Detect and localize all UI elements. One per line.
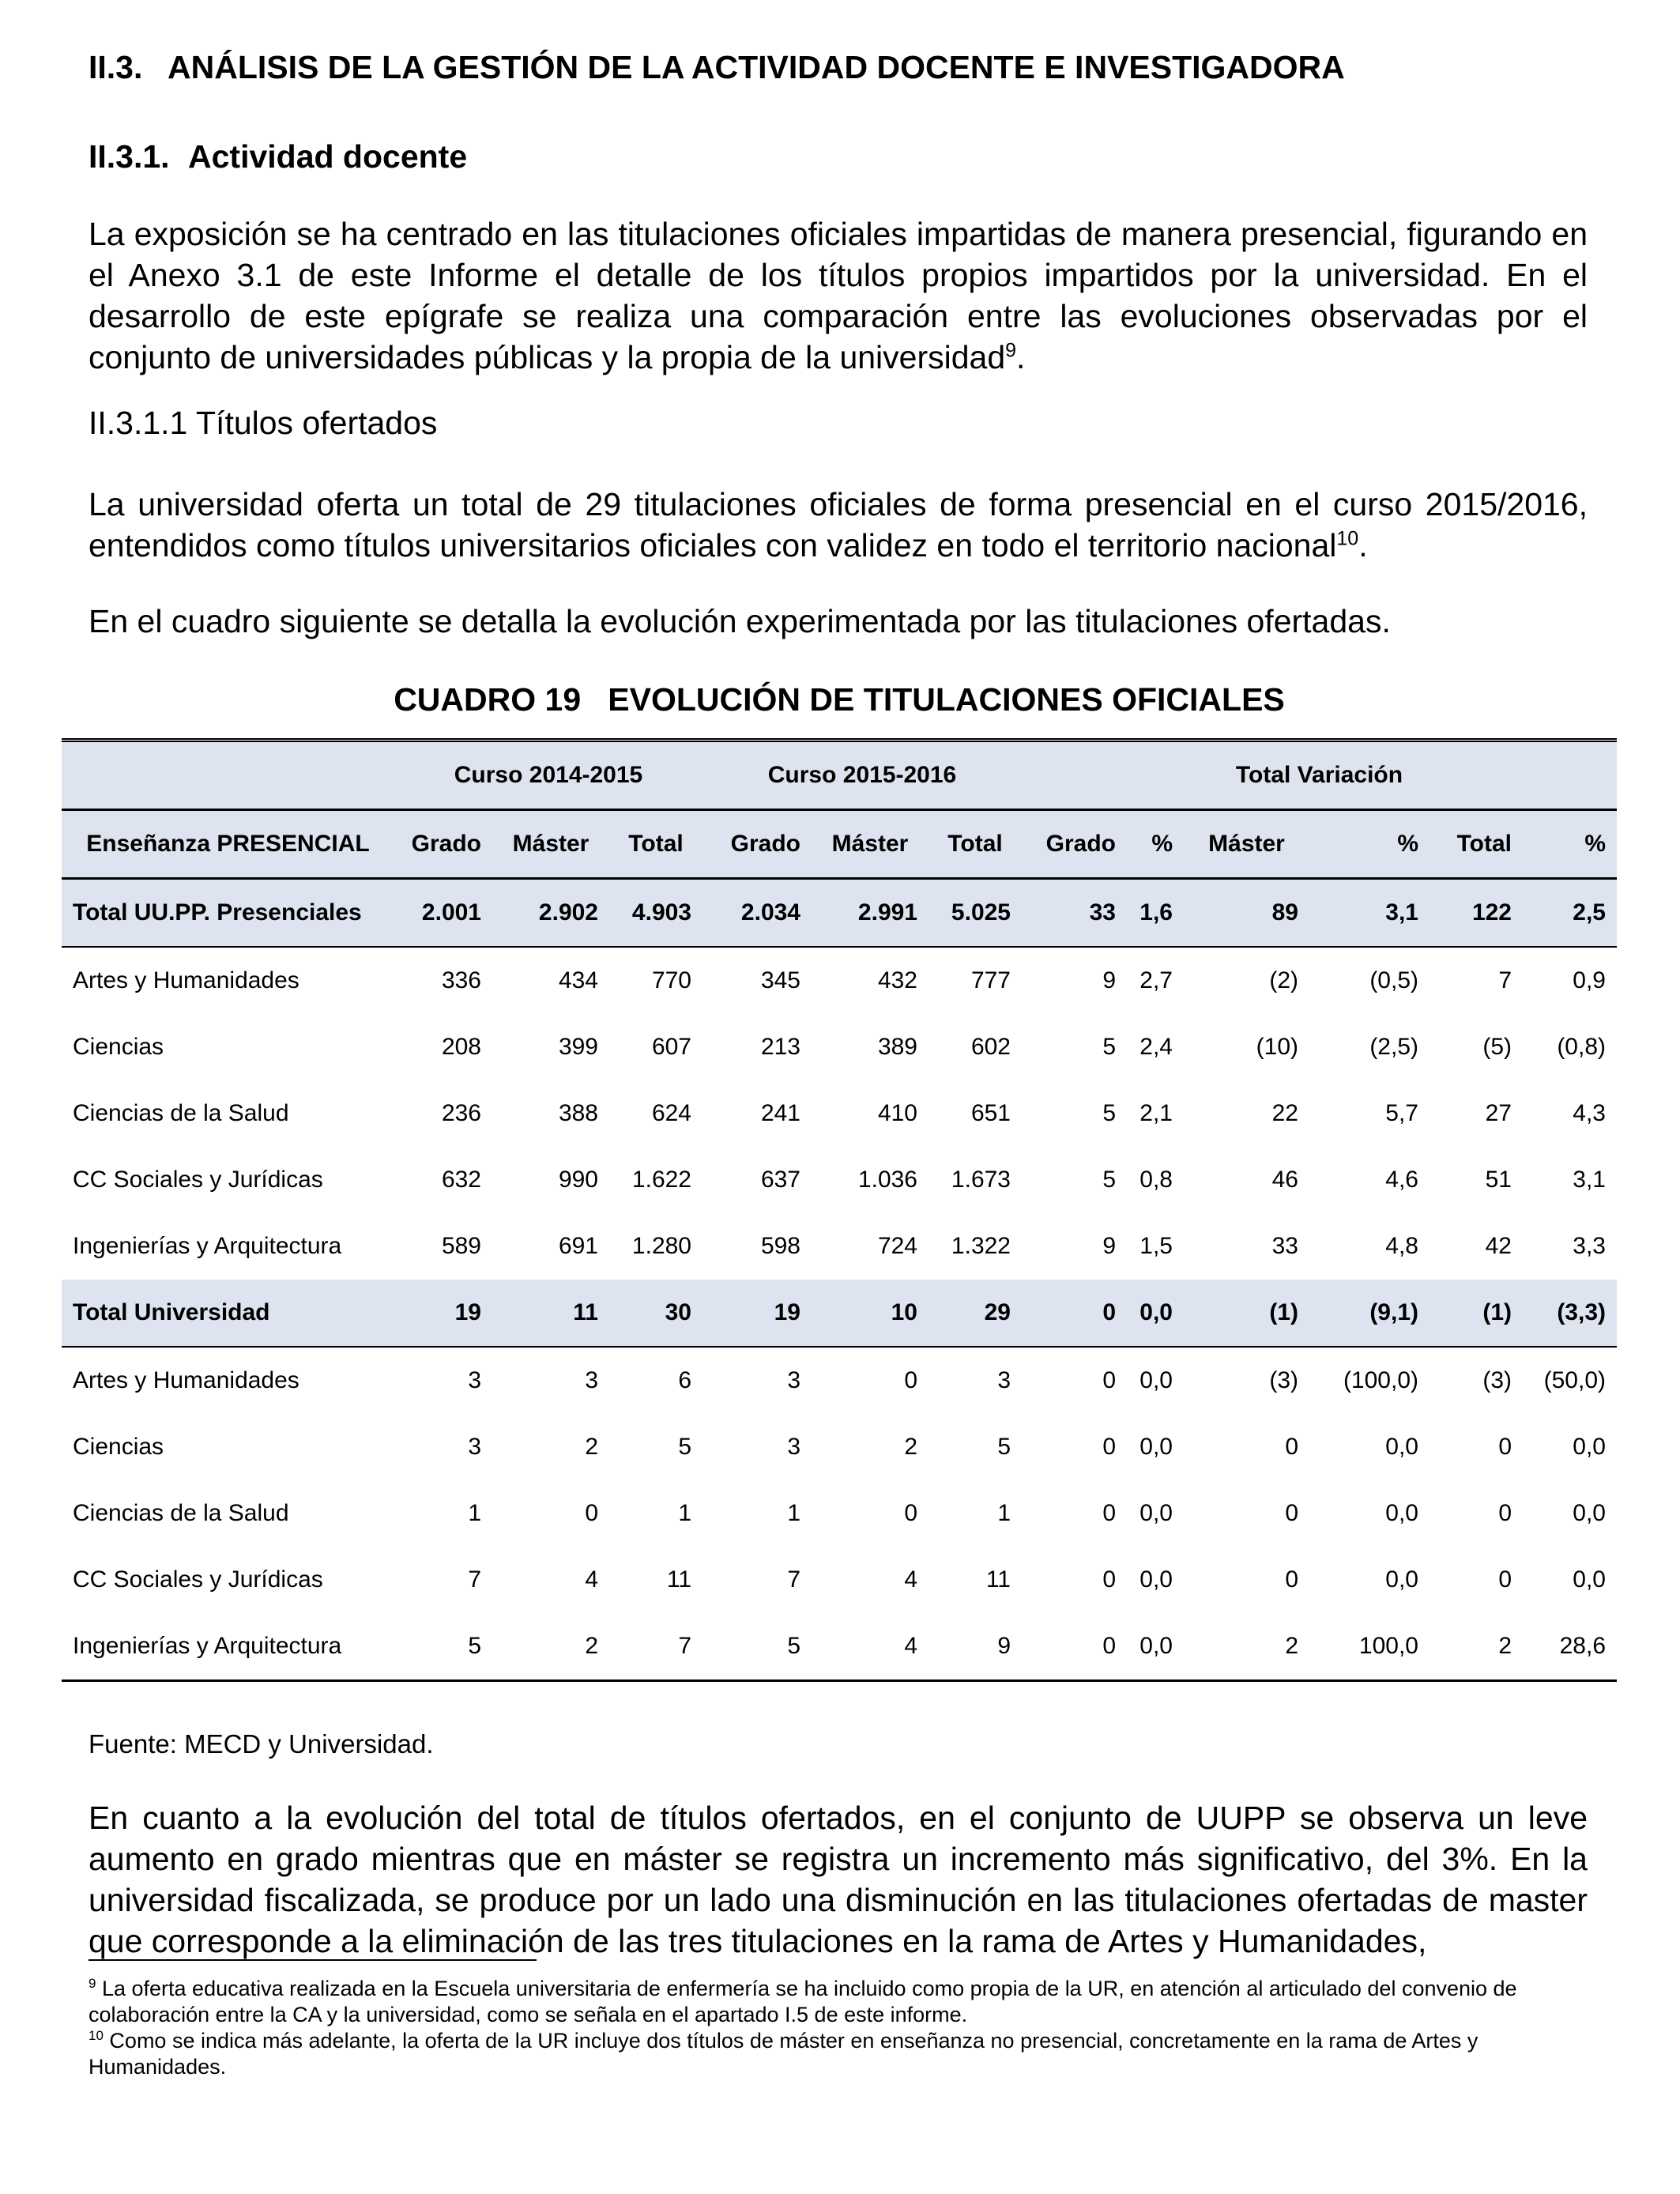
- table-cell: 589: [441, 1233, 481, 1259]
- table-cell: 241: [760, 1100, 800, 1126]
- table-cell: 3,1: [1309, 879, 1430, 948]
- row-label-cell: Ciencias: [73, 1434, 164, 1460]
- table-cell: 0,0: [1139, 1566, 1173, 1593]
- table-cell: 4,3: [1573, 1100, 1606, 1126]
- table-cell: 3: [468, 1434, 481, 1460]
- table-row: [62, 1547, 1617, 1613]
- offer-paragraph: La universidad oferta un total de 29 titulaciones oficiales de forma presencial en el curso 2015/2016, entendidos como títulos universitarios oficiales con validez en todo el territorio nacional$^{10}$.: [89, 486, 1588, 564]
- table-cell: 0,0: [1573, 1566, 1606, 1593]
- table-total-row: [62, 1280, 1617, 1347]
- table-cell: 388: [558, 1100, 598, 1126]
- group-header: Curso 2015-2016: [703, 741, 1022, 810]
- table-cell: 777: [970, 967, 1011, 993]
- table-cell: 5.025: [929, 879, 1022, 948]
- group-header: Total Variación: [1022, 741, 1617, 810]
- table-cell: 651: [970, 1100, 1011, 1126]
- row-label-cell: CC Sociales y Jurídicas: [73, 1167, 323, 1193]
- table-cell: 19: [703, 1280, 812, 1347]
- table-cell: 1.673: [951, 1167, 1011, 1193]
- row-label-cell: Ciencias de la Salud: [73, 1500, 289, 1526]
- section-title: ANÁLISIS DE LA GESTIÓN DE LA ACTIVIDAD DOCENTE E INVESTIGADORA: [168, 49, 1345, 85]
- table-cell: (1): [1430, 1280, 1523, 1347]
- table-cell: 2,5: [1523, 879, 1617, 948]
- table-cell: 0: [1102, 1500, 1116, 1526]
- table-cell: 89: [1184, 879, 1309, 948]
- section-number: II.3.: [89, 49, 143, 85]
- table-cell: 4: [812, 1613, 929, 1681]
- table-row: [62, 947, 1617, 1014]
- table-cell: 0,0: [1139, 1367, 1173, 1393]
- table-cell: 624: [651, 1100, 691, 1126]
- table-cell: 3,3: [1573, 1233, 1606, 1259]
- table-cell: 336: [441, 967, 481, 993]
- table-cell: 2.001: [394, 879, 492, 948]
- table-row: [62, 1014, 1617, 1080]
- table-cell: 19: [394, 1280, 492, 1347]
- table-cell: 0,0: [1127, 1613, 1184, 1681]
- table-cell: 2,7: [1139, 967, 1173, 993]
- table-cell: 27: [1485, 1100, 1512, 1126]
- table-cell: 9: [1102, 967, 1116, 993]
- column-header: %: [1523, 810, 1617, 879]
- table-cell: 5: [703, 1613, 812, 1681]
- table-cell: 0: [585, 1500, 598, 1526]
- table-cell: 5: [997, 1434, 1011, 1460]
- table-row: [62, 1147, 1617, 1213]
- table-row: [62, 1213, 1617, 1280]
- row-label-cell: Total UU.PP. Presenciales: [62, 879, 394, 948]
- row-label-cell: Ingenierías y Arquitectura: [62, 1613, 394, 1681]
- table-cell: 2: [904, 1434, 917, 1460]
- group-header: Curso 2014-2015: [394, 741, 703, 810]
- table-cell: 2.902: [492, 879, 609, 948]
- table-row: [62, 1480, 1617, 1547]
- table-row: [62, 1347, 1617, 1414]
- table-column-header-row: [62, 810, 1617, 879]
- table-cell: 434: [558, 967, 598, 993]
- table-cell: 3: [787, 1367, 800, 1393]
- subsection-heading: [89, 138, 467, 175]
- table-cell: 7: [787, 1566, 800, 1593]
- table-cell: 7: [609, 1613, 703, 1681]
- table-cell: 1: [468, 1500, 481, 1526]
- table-cell: 4: [585, 1566, 598, 1593]
- table-cell: 0,9: [1573, 967, 1606, 993]
- table-total-row: [62, 879, 1617, 948]
- table-cell: 1: [997, 1500, 1011, 1526]
- footnote-text: Como se indica más adelante, la oferta de la UR incluye dos títulos de máster en enseñanza no presencial, concretamente en la rama de Artes y Humanidades.: [89, 2029, 1478, 2079]
- table-cell: 5: [394, 1613, 492, 1681]
- table-cell: 9: [929, 1613, 1022, 1681]
- footnote-separator: [89, 1959, 537, 1961]
- section-heading: [89, 49, 1345, 86]
- table-cell: 5,7: [1385, 1100, 1418, 1126]
- table-cell: 6: [678, 1367, 691, 1393]
- titulaciones-table: [62, 738, 1617, 1682]
- table-cell: 0: [1498, 1566, 1512, 1593]
- table-cell: 33: [1271, 1233, 1298, 1259]
- table-cell: 345: [760, 967, 800, 993]
- table-cell: 4,8: [1385, 1233, 1418, 1259]
- table-cell: 122: [1430, 879, 1523, 948]
- table-cell: 0: [1022, 1280, 1127, 1347]
- table-cell: 11: [492, 1280, 609, 1347]
- column-header: Máster: [812, 810, 929, 879]
- row-label-cell: Ciencias de la Salud: [73, 1100, 289, 1126]
- table-cell: (1): [1184, 1280, 1309, 1347]
- table-cell: 770: [651, 967, 691, 993]
- table-group-header-row: [62, 741, 1617, 810]
- table-cell: 1: [787, 1500, 800, 1526]
- table-cell: 1.280: [631, 1233, 691, 1259]
- intro-paragraph: La exposición se ha centrado en las titulaciones oficiales impartidas de manera presencial, figurando en el Anexo 3.1 de este Informe el detalle de los títulos propios impartidos por la universidad. En el desarrollo de este epígrafe se realiza una comparación entre las evoluciones observadas por el conjunto de universidades públicas y la propia de la universidad$^9$.: [89, 216, 1588, 375]
- table-cell: 0,0: [1385, 1434, 1418, 1460]
- subsection-title: Actividad docente: [188, 138, 468, 175]
- table-cell: 1.036: [857, 1167, 917, 1193]
- column-header: Máster: [492, 810, 609, 879]
- table-cell: 10: [812, 1280, 929, 1347]
- table-cell: 33: [1022, 879, 1127, 948]
- table-cell: 0: [1285, 1434, 1298, 1460]
- table-cell: 410: [877, 1100, 917, 1126]
- table-cell: (2,5): [1369, 1034, 1418, 1060]
- row-label-cell: Artes y Humanidades: [73, 1367, 299, 1393]
- column-header: Grado: [394, 810, 492, 879]
- table-cell: 1,6: [1127, 879, 1184, 948]
- table-cell: 7: [1498, 967, 1512, 993]
- table-cell: 2.034: [703, 879, 812, 948]
- table-cell: 213: [760, 1034, 800, 1060]
- table-cell: 9: [1102, 1233, 1116, 1259]
- table-cell: (3,3): [1523, 1280, 1617, 1347]
- table-cell: (3): [1269, 1367, 1298, 1393]
- table-cell: 0: [904, 1367, 917, 1393]
- table-cell: 3: [585, 1367, 598, 1393]
- table-cell: (50,0): [1543, 1367, 1606, 1393]
- table-cell: 7: [468, 1566, 481, 1593]
- table-cell: 990: [558, 1167, 598, 1193]
- column-header: %: [1309, 810, 1430, 879]
- table-cell: 1.622: [631, 1167, 691, 1193]
- table-cell: 3: [997, 1367, 1011, 1393]
- table-caption: CUADRO 19 EVOLUCIÓN DE TITULACIONES OFICIALES: [394, 681, 1285, 718]
- column-header: %: [1127, 810, 1184, 879]
- table-cell: 0: [1102, 1367, 1116, 1393]
- table-cell: 236: [441, 1100, 481, 1126]
- table-cell: 632: [441, 1167, 481, 1193]
- table-cell: 0,0: [1139, 1500, 1173, 1526]
- table-cell: 30: [609, 1280, 703, 1347]
- table-row: [62, 1613, 1617, 1681]
- intro-text: La exposición se ha centrado en las titulaciones oficiales impartidas de manera presencial, figurando en el Anexo 3.1 de este Informe el detalle de los títulos propios impartidos por la universidad. En el desarrollo de este epígrafe se realiza una comparación entre las evoluciones observadas por el conjunto de universidades públicas y la propia de la universidad: [89, 216, 1588, 375]
- table-cell: 208: [441, 1034, 481, 1060]
- table-cell: (0,5): [1369, 967, 1418, 993]
- table-cell: (5): [1482, 1034, 1512, 1060]
- table-body: [62, 879, 1617, 1681]
- footnote-text: La oferta educativa realizada en la Escuela universitaria de enfermería se ha incluido como propia de la UR, en atención al articulado del convenio de colaboración entre la CA y la universidad, como se señala en el apartado I.5 de este informe.: [89, 1977, 1517, 2026]
- table-cell: 0: [1498, 1434, 1512, 1460]
- table-cell: 2,1: [1139, 1100, 1173, 1126]
- table-cell: 11: [985, 1566, 1011, 1593]
- table-cell: 2: [1430, 1613, 1523, 1681]
- table-cell: 46: [1271, 1167, 1298, 1193]
- table-cell: 3,1: [1573, 1167, 1606, 1193]
- table-cell: 3: [787, 1434, 800, 1460]
- table-cell: 11: [666, 1566, 691, 1593]
- row-label-cell: CC Sociales y Jurídicas: [73, 1566, 323, 1593]
- table-cell: 0,0: [1385, 1566, 1418, 1593]
- row-label-cell: Artes y Humanidades: [73, 967, 299, 993]
- table-cell: 0,8: [1139, 1167, 1173, 1193]
- table-cell: 4,6: [1385, 1167, 1418, 1193]
- column-header: Máster: [1184, 810, 1309, 879]
- table-cell: 28,6: [1523, 1613, 1617, 1681]
- footnote-ref-10[interactable]: 10: [1336, 527, 1359, 550]
- table-cell: 602: [970, 1034, 1011, 1060]
- table-cell: 5: [1102, 1034, 1116, 1060]
- footnote-10: [89, 2028, 1590, 2080]
- table-cell: 5: [1102, 1100, 1116, 1126]
- table-cell: 4: [904, 1566, 917, 1593]
- column-header: Grado: [703, 810, 812, 879]
- table-cell: 0: [1022, 1613, 1127, 1681]
- table-cell: 0: [904, 1500, 917, 1526]
- table-cell: 22: [1271, 1100, 1298, 1126]
- analysis-paragraph: En cuanto a la evolución del total de títulos ofertados, en el conjunto de UUPP se observa un leve aumento en grado mientras que en máster se registra un incremento más significativo, del 3%. En la universidad fiscalizada, se produce por un lado una disminución en las titulaciones ofertadas de master que corresponde a la eliminación de las tres titulaciones en la rama de Artes y Humanidades,: [89, 1800, 1588, 1959]
- table-intro-paragraph: En el cuadro siguiente se detalla la evolución experimentada por las titulaciones ofertadas.: [89, 603, 1391, 639]
- table-cell: (100,0): [1343, 1367, 1418, 1393]
- table-cell: 1.322: [951, 1233, 1011, 1259]
- table-cell: 100,0: [1309, 1613, 1430, 1681]
- row-label-cell: Total Universidad: [62, 1280, 394, 1347]
- column-header: Grado: [1022, 810, 1127, 879]
- table-cell: 51: [1485, 1167, 1512, 1193]
- table-cell: 3: [468, 1367, 481, 1393]
- subsubsection-heading: II.3.1.1 Títulos ofertados: [89, 405, 438, 441]
- table-cell: (2): [1269, 967, 1298, 993]
- table-cell: 0,0: [1573, 1434, 1606, 1460]
- table-cell: 399: [558, 1034, 598, 1060]
- table-cell: 0: [1498, 1500, 1512, 1526]
- table-cell: 389: [877, 1034, 917, 1060]
- table-cell: 2,4: [1139, 1034, 1173, 1060]
- table-cell: 5: [1102, 1167, 1116, 1193]
- table-cell: 0: [1102, 1434, 1116, 1460]
- column-header: Total: [609, 810, 703, 879]
- table-cell: 598: [760, 1233, 800, 1259]
- table-cell: 607: [651, 1034, 691, 1060]
- table-cell: 691: [558, 1233, 598, 1259]
- table-cell: 0,0: [1573, 1500, 1606, 1526]
- table-cell: 432: [877, 967, 917, 993]
- footnote-number: 9: [89, 1976, 96, 1991]
- table-cell: 1,5: [1139, 1233, 1173, 1259]
- table-cell: (0,8): [1557, 1034, 1606, 1060]
- table-cell: 42: [1485, 1233, 1512, 1259]
- table-cell: 4.903: [609, 879, 703, 948]
- footnote-ref-9[interactable]: 9: [1005, 339, 1017, 362]
- column-header: Enseñanza PRESENCIAL: [62, 810, 394, 879]
- table-cell: 637: [760, 1167, 800, 1193]
- table-cell: 1: [678, 1500, 691, 1526]
- offer-text: La universidad oferta un total de 29 titulaciones oficiales de forma presencial en el curso 2015/2016, entendidos como títulos universitarios oficiales con validez en todo el territorio nacional: [89, 486, 1588, 564]
- table-row: [62, 1414, 1617, 1480]
- footnote-number: 10: [89, 2028, 104, 2043]
- table-cell: 0: [1285, 1500, 1298, 1526]
- table-cell: (9,1): [1309, 1280, 1430, 1347]
- table-cell: 2.991: [812, 879, 929, 948]
- table-row: [62, 1080, 1617, 1147]
- row-label-cell: Ciencias: [73, 1034, 164, 1060]
- table-cell: 5: [678, 1434, 691, 1460]
- table-cell: 0: [1102, 1566, 1116, 1593]
- table-source: Fuente: MECD y Universidad.: [89, 1729, 434, 1759]
- table-cell: 2: [585, 1434, 598, 1460]
- table-cell: (10): [1256, 1034, 1298, 1060]
- table-cell: 2: [1184, 1613, 1309, 1681]
- table-cell: 0,0: [1139, 1434, 1173, 1460]
- table-cell: 0,0: [1385, 1500, 1418, 1526]
- table-cell: 724: [877, 1233, 917, 1259]
- column-header: Total: [1430, 810, 1523, 879]
- table-cell: 0,0: [1127, 1280, 1184, 1347]
- table-cell: 0: [1285, 1566, 1298, 1593]
- subsection-number: II.3.1.: [89, 138, 170, 175]
- table-cell: 29: [929, 1280, 1022, 1347]
- row-label-cell: Ingenierías y Arquitectura: [73, 1233, 342, 1259]
- table-cell: (3): [1482, 1367, 1512, 1393]
- column-header: Total: [929, 810, 1022, 879]
- table-cell: 2: [492, 1613, 609, 1681]
- footnote-9: [89, 1976, 1590, 2028]
